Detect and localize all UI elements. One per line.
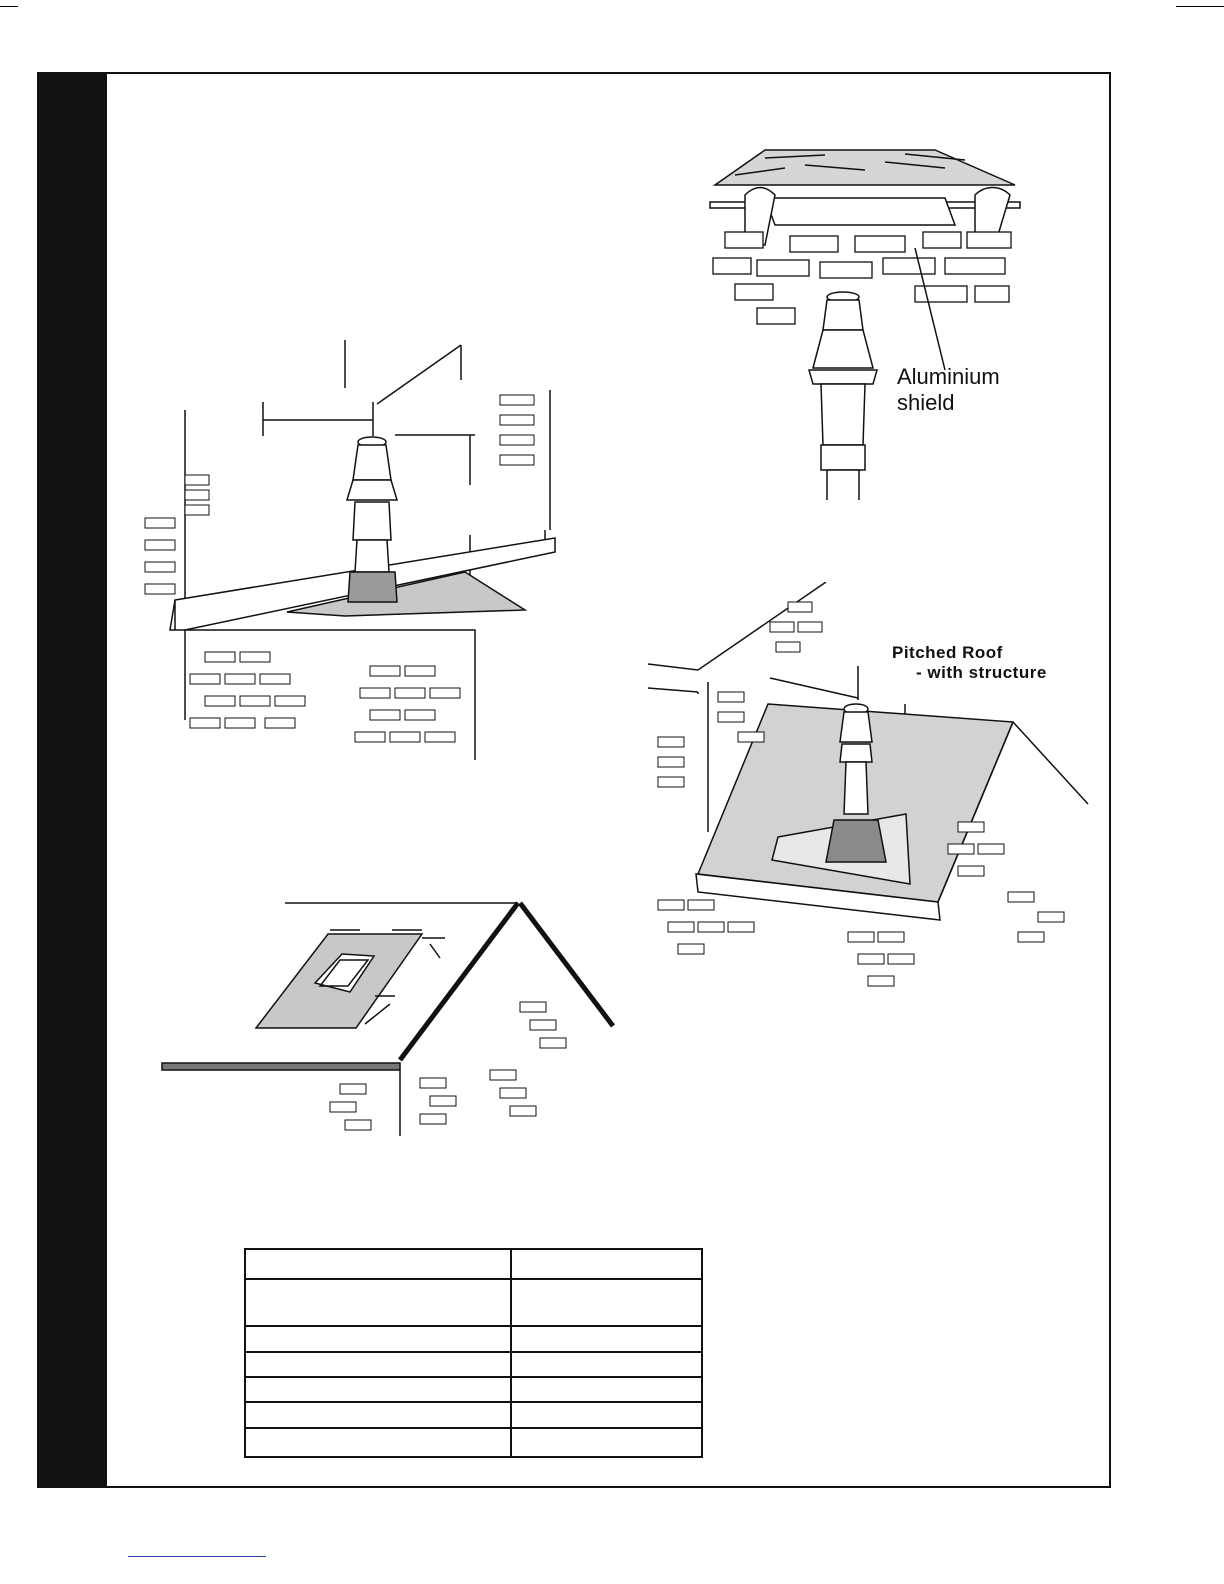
table-cell (511, 1279, 702, 1326)
table-cell (245, 1377, 511, 1402)
table-cell (245, 1428, 511, 1457)
flat-roof-flue-figure (125, 340, 615, 760)
table-cell (511, 1352, 702, 1377)
table-cell (511, 1377, 702, 1402)
table-row (245, 1249, 702, 1279)
table-cell (245, 1249, 511, 1279)
table-cell (245, 1402, 511, 1428)
table-cell (245, 1279, 511, 1326)
table-row (245, 1352, 702, 1377)
table-row (245, 1279, 702, 1326)
sidebar-bar (37, 72, 107, 1488)
aluminium-shield-label-line1: Aluminium (897, 364, 1000, 389)
aluminium-shield-label (897, 364, 1000, 416)
eaves-aluminium-shield-figure (705, 140, 1025, 500)
table-cell (245, 1326, 511, 1352)
footer-link-underline[interactable] (128, 1556, 266, 1557)
table-cell (511, 1428, 702, 1457)
table-row (245, 1402, 702, 1428)
table-cell (511, 1402, 702, 1428)
table-row (245, 1326, 702, 1352)
roof-flashing-figure (160, 898, 620, 1138)
table-cell (511, 1326, 702, 1352)
specification-table (244, 1248, 703, 1458)
table-row (245, 1428, 702, 1457)
crop-mark-right (1176, 6, 1224, 7)
pitched-roof-label-line1: Pitched Roof (892, 643, 1003, 662)
aluminium-shield-label-line2: shield (897, 390, 955, 415)
pitched-roof-label-line2: - with structure (916, 663, 1047, 682)
crop-mark-left (0, 6, 18, 7)
table-cell (245, 1352, 511, 1377)
table-cell (511, 1249, 702, 1279)
table-row (245, 1377, 702, 1402)
pitched-roof-label (892, 643, 1047, 683)
